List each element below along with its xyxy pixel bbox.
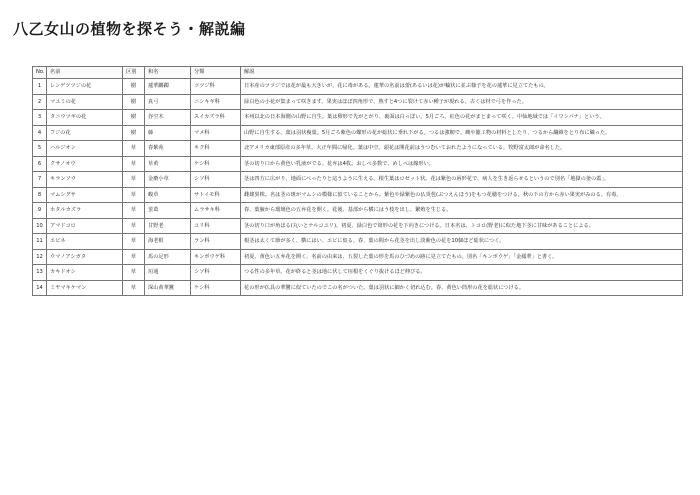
cell-kubun: 草 [123, 249, 145, 265]
cell-name: アマドコロ [47, 218, 123, 234]
cell-wamei: 草黄 [145, 156, 191, 172]
header-kaisetsu: 解説 [241, 67, 683, 79]
cell-wamei: 金瘡小草 [145, 172, 191, 188]
cell-name: カキドオシ [47, 265, 123, 281]
cell-name: エビネ [47, 234, 123, 250]
cell-bunrui: ツツジ科 [191, 79, 241, 95]
cell-description: 北アメリカ東部原産の多年草。大正年間に帰化。葉は中空。頭花は開花前はうつむいておれたようになっている。牧野富太郎が命名した。 [241, 141, 683, 157]
header-wamei: 和名 [145, 67, 191, 79]
table-row [33, 203, 683, 219]
cell-bunrui: シソ科 [191, 265, 241, 281]
header-bunrui: 分類 [191, 67, 241, 79]
cell-name: ハルジオン [47, 141, 123, 157]
cell-description: 山野に自生する。葉は羽状複葉。5月ごろ紫色の蝶形の花が総状に垂れ下がる。つるは強靭で、縄や籠工物の材料としたり、つるから繊維をとり布に織った。 [241, 125, 683, 141]
cell-kubun: 草 [123, 218, 145, 234]
cell-bunrui: ニシキギ科 [191, 94, 241, 110]
cell-wamei: 垣通 [145, 265, 191, 281]
cell-kubun: 草 [123, 141, 145, 157]
cell-no: 7 [33, 172, 47, 188]
cell-no: 14 [33, 280, 47, 296]
cell-wamei: 海老根 [145, 234, 191, 250]
table-row [33, 265, 683, 281]
cell-no: 8 [33, 187, 47, 203]
cell-name: ミヤマキケマン [47, 280, 123, 296]
page-title: 八乙女山の植物を探そう・解説編 [13, 20, 246, 38]
cell-bunrui: サトイモ科 [191, 187, 241, 203]
cell-description: 日本産のツツジでは花が最も大きいが、花に毒がある。蓮華の名前は蕾(あるいは花)が輪状に並ぶ様子を花の蓮華に見立てたもの。 [241, 79, 683, 95]
cell-no: 13 [33, 265, 47, 281]
cell-kubun: 樹 [123, 125, 145, 141]
cell-wamei: 春紫苑 [145, 141, 191, 157]
cell-no: 4 [33, 125, 47, 141]
table-body [33, 79, 683, 296]
cell-bunrui: キク科 [191, 141, 241, 157]
cell-bunrui: ケシ科 [191, 156, 241, 172]
cell-no: 3 [33, 110, 47, 126]
cell-kubun: 樹 [123, 110, 145, 126]
cell-description: 茎の切り口が角ばる(丸いとナルコユリ)。初夏、緑白色で筒形の花を下向きにつける。日本名は、トコロ(野老)に似た地下茎に甘味があることによる。 [241, 218, 683, 234]
cell-kubun: 草 [123, 203, 145, 219]
cell-description: 根茎は太くて節が多く、横にはい、エビに似る。春、葉の間から花茎を出し淡紫色の花を10個ほど総状につく。 [241, 234, 683, 250]
table-row [33, 280, 683, 296]
cell-wamei: 蓮華躑躅 [145, 79, 191, 95]
table-row [33, 249, 683, 265]
cell-kubun: 樹 [123, 94, 145, 110]
cell-description: 雌雄異株。名は茎の斑がマムシの模様に似ていることから。紫色や緑紫色の仏炎苞(ぶつえんほう)をもつ花穂をつける。秋の下の方から赤い果実がみのる。有毒。 [241, 187, 683, 203]
cell-wamei: 蝮草 [145, 187, 191, 203]
cell-kubun: 草 [123, 172, 145, 188]
cell-name: キランソウ [47, 172, 123, 188]
cell-description: 緑白色の小花が集まって咲きます。果実はほぼ四角形で、熟すと4つに裂けて赤い種子が現れる。古くは材で弓を作った。 [241, 94, 683, 110]
table-row [33, 110, 683, 126]
table-row [33, 94, 683, 110]
cell-wamei: 馬の足形 [145, 249, 191, 265]
cell-name: フジの花 [47, 125, 123, 141]
cell-bunrui: マメ科 [191, 125, 241, 141]
cell-kubun: 草 [123, 187, 145, 203]
cell-name: マムシグサ [47, 187, 123, 203]
table-row [33, 234, 683, 250]
cell-no: 1 [33, 79, 47, 95]
cell-description: 春、葉腋から瑠璃色の五弁花を開く。花後、基部から横にはう枝を出し、繁殖を生じる。 [241, 203, 683, 219]
cell-bunrui: ケシ科 [191, 280, 241, 296]
cell-name: タニウツギの花 [47, 110, 123, 126]
cell-name: ホタルカズラ [47, 203, 123, 219]
header-kubun: 区別 [123, 67, 145, 79]
table-row [33, 218, 683, 234]
cell-no: 5 [33, 141, 47, 157]
cell-wamei: 谷空木 [145, 110, 191, 126]
cell-name: レンゲツツジの花 [47, 79, 123, 95]
cell-description: 茎は四方に広がり、地面にぺったりと這うように生える。根生葉はロゼット状。花は紫色の唇形花で、病人を生き返らせるというので別名「地獄の釜の蓋」。 [241, 172, 683, 188]
header-name: 名前 [47, 67, 123, 79]
cell-kubun: 樹 [123, 79, 145, 95]
cell-description: つる性の多年草。花が終ると茎は地に伏して垣根をくぐり抜けるほど伸びる。 [241, 265, 683, 281]
cell-description: 花の形が仏具の華鬘に似ていたのでこの名がついた。葉は羽状に細かく切れ込む。春、黄色い筒形の花を総状につける。 [241, 280, 683, 296]
cell-kubun: 草 [123, 265, 145, 281]
cell-name: マユミの花 [47, 94, 123, 110]
table-row [33, 125, 683, 141]
cell-wamei: 蛍葛 [145, 203, 191, 219]
cell-wamei: 深山黄華鬘 [145, 280, 191, 296]
cell-wamei: 藤 [145, 125, 191, 141]
cell-kubun: 草 [123, 280, 145, 296]
cell-no: 6 [33, 156, 47, 172]
table-header-row [33, 67, 683, 79]
cell-no: 11 [33, 234, 47, 250]
cell-bunrui: ラン科 [191, 234, 241, 250]
cell-no: 9 [33, 203, 47, 219]
table-row [33, 187, 683, 203]
header-no: No. [33, 67, 47, 79]
table-row [33, 172, 683, 188]
cell-bunrui: スイカズラ科 [191, 110, 241, 126]
cell-description: 初夏、黄色い五弁花を開く。名前の由来は、五裂した葉の形を馬のひづめの跡に見立てたもの。別名「キンポウゲ」「金鳳華」と書く。 [241, 249, 683, 265]
cell-kubun: 草 [123, 156, 145, 172]
table-row [33, 141, 683, 157]
cell-no: 10 [33, 218, 47, 234]
cell-bunrui: ユリ科 [191, 218, 241, 234]
cell-description: 本州以北の日本海側の山野に自生。葉は卵形で先がとがり、裏面は白っぽい。5月ごろ、紅色の花がまとまって咲く。中仙地域では「イワシバナ」という。 [241, 110, 683, 126]
cell-name: ウマノアシガタ [47, 249, 123, 265]
table-row [33, 79, 683, 95]
cell-name: クサノオウ [47, 156, 123, 172]
cell-bunrui: キンポウゲ科 [191, 249, 241, 265]
cell-wamei: 真弓 [145, 94, 191, 110]
cell-no: 2 [33, 94, 47, 110]
cell-kubun: 草 [123, 234, 145, 250]
cell-description: 茎の切り口から黄色い乳液がでる。花弁は4枚。おしべ多数で、めしべは線形い。 [241, 156, 683, 172]
cell-no: 12 [33, 249, 47, 265]
cell-wamei: 甘野老 [145, 218, 191, 234]
cell-bunrui: ムラサキ科 [191, 203, 241, 219]
plant-table [32, 66, 683, 296]
table-row [33, 156, 683, 172]
cell-bunrui: シソ科 [191, 172, 241, 188]
